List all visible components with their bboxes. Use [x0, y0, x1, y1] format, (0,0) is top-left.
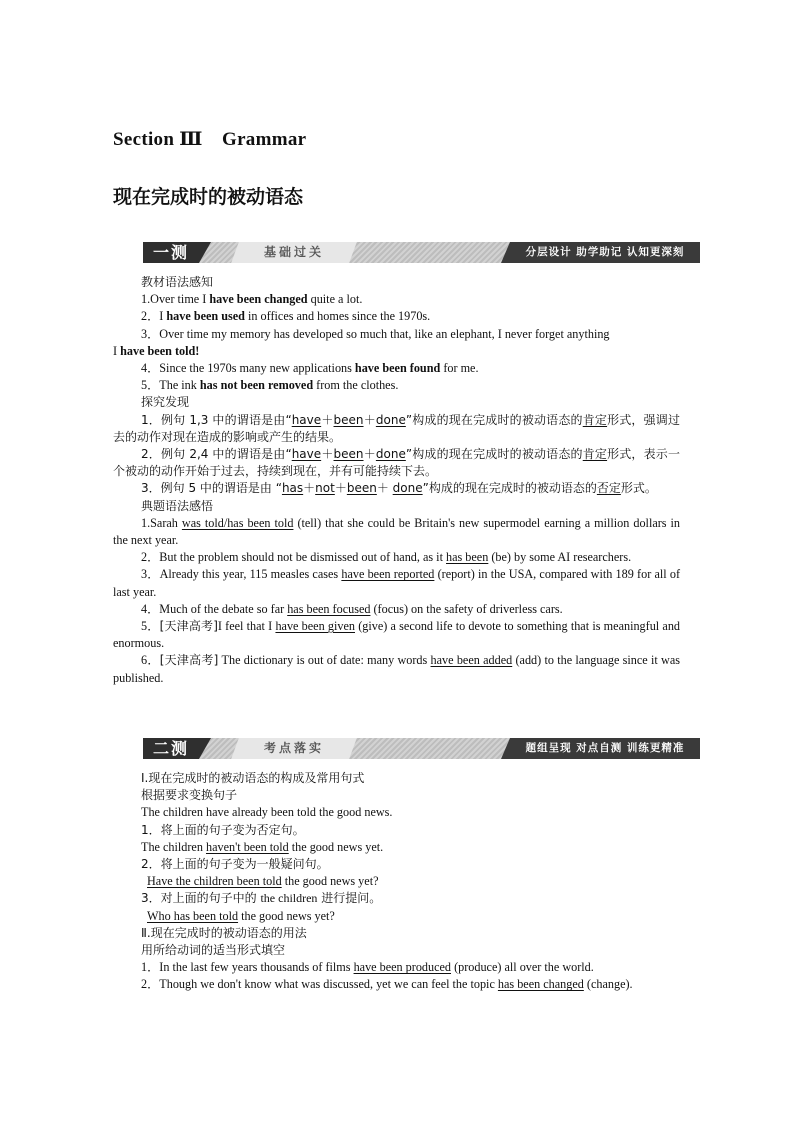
base-sentence: The children have already been told the good news.: [141, 805, 393, 820]
heading-structure: Ⅰ.现在完成时的被动语态的构成及常用句式: [141, 771, 365, 785]
heading-typical-questions: 典题语法感悟: [141, 498, 214, 513]
fill-2: 2．Though we don't know what was discussed, yet we can feel the topic has been changed (change).: [141, 977, 633, 992]
example-4: 4．Since the 1970s many new applications have been found for me.: [141, 361, 479, 376]
example-2: 2．I have been used in offices and homes since the 1970s.: [141, 309, 431, 324]
discovery-3: 3．例句 5 中的谓语是由 “has＋not＋been＋ done”构成的现在完成时的被动语态的否定形式。: [141, 481, 657, 496]
banner-right-label: 分层设计 助学助记 认知更深刻: [510, 242, 700, 263]
transform-q2: 2．将上面的句子变为一般疑问句。: [141, 857, 329, 872]
banner-left-label: 二测: [143, 738, 199, 759]
sub-transform: 根据要求变换句子: [141, 788, 238, 803]
question-5: 5．[天津高考]I feel that I have been given (give) a second life to devote to something that is meaningful and enormous.: [113, 619, 681, 651]
discovery-2: 2．例句 2,4 中的谓语是由“have＋been＋done”构成的现在完成时的被动语态的肯定形式，表示一个被动的动作开始于过去，持续到现在，并有可能持续下去。: [113, 447, 680, 479]
example-5: 5．The ink has not been removed from the clothes.: [141, 378, 399, 393]
discovery-1: 1．例句 1,3 中的谓语是由“have＋been＋done”构成的现在完成时的被动语态的肯定形式，强调过去的动作对现在造成的影响或产生的结果。: [113, 412, 680, 444]
question-3: 3．Already this year, 115 measles cases have been reported (report) in the USA, compared with 189 for all of last year.: [113, 567, 681, 599]
banner-mid-label: 考点落实: [231, 738, 357, 759]
question-6: 6．[天津高考] The dictionary is out of date: many words have been added (add) to the language since it was published.: [113, 653, 681, 685]
banner-right-label: 题组呈现 对点自测 训练更精准: [510, 738, 700, 759]
transform-q1: 1．将上面的句子变为否定句。: [141, 822, 305, 837]
question-4: 4．Much of the debate so far has been focused (focus) on the safety of driverless cars.: [141, 601, 563, 616]
transform-a2: Have the children been told the good news yet?: [147, 874, 379, 889]
transform-q3: 3．对上面的句子中的 the children 进行提问。: [141, 891, 382, 906]
heading-discovery: 探究发现: [141, 395, 190, 410]
transform-a3: Who has been told the good news yet?: [147, 908, 335, 923]
example-3: 3．Over time my memory has developed so much that, like an elephant, I never forget anything I have been told!: [113, 326, 610, 358]
banner-left-label: 一测: [143, 242, 199, 263]
sub-fill-in: 用所给动词的适当形式填空: [141, 943, 286, 958]
banner-mid-label: 基础过关: [231, 242, 357, 263]
part1-content: [113, 274, 680, 687]
section-banner-points: [143, 738, 700, 759]
heading-usage: Ⅱ.现在完成时的被动语态的用法: [141, 925, 307, 940]
question-2: 2．But the problem should not be dismissed out of hand, as it has been (be) by some AI researchers.: [141, 550, 632, 565]
heading-textbook-grammar: 教材语法感知: [141, 275, 214, 289]
part2-content: [113, 770, 680, 994]
section-title: Section Ⅲ Grammar: [113, 129, 307, 150]
main-title: 现在完成时的被动语态: [113, 186, 304, 208]
fill-1: 1．In the last few years thousands of films have been produced (produce) all over the world.: [141, 960, 594, 975]
question-1: 1.Sarah was told/has been told (tell) that she could be Britain's new supermodel earning a million dollars in the next year.: [113, 515, 681, 548]
example-1: 1.Over time I have been changed quite a lot.: [141, 292, 363, 307]
transform-a1: The children haven't been told the good news yet.: [141, 839, 384, 854]
section-banner-basic: [143, 242, 700, 263]
